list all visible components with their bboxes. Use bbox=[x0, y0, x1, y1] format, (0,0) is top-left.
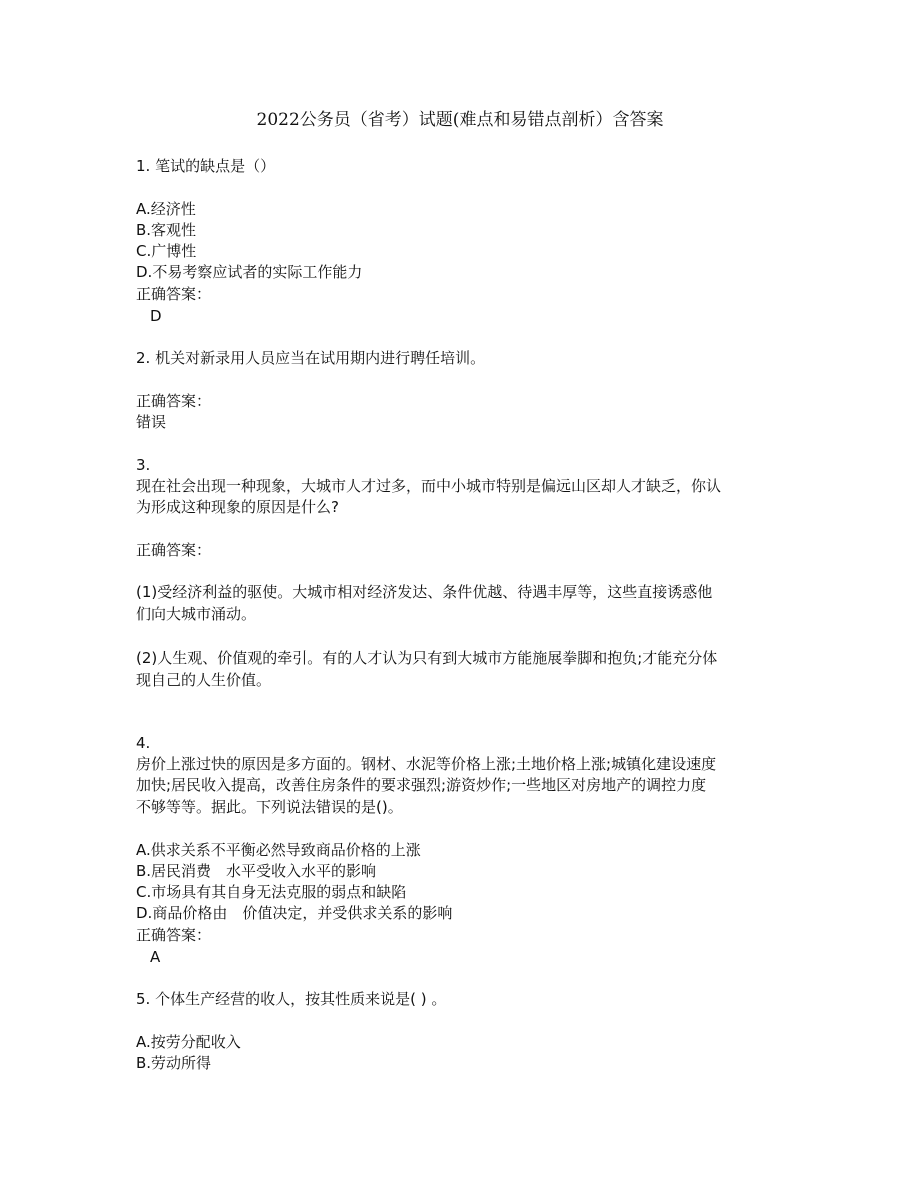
question-2-answer: 错误 bbox=[136, 413, 167, 431]
question-4-stem-line-3: 不够等等。据此。下列说法错误的是()。 bbox=[136, 798, 403, 816]
question-4-option-c: C.市场具有其自身无法克服的弱点和缺陷 bbox=[136, 883, 407, 901]
question-4-answer-label: 正确答案： bbox=[136, 926, 212, 944]
question-4-stem-line-2: 加快;居民收入提高，改善住房条件的要求强烈;游资炒作;一些地区对房地产的调控力度 bbox=[136, 776, 707, 794]
question-2-answer-label: 正确答案： bbox=[136, 392, 212, 410]
question-4-option-d: D.商品价格由 价值决定，并受供求关系的影响 bbox=[136, 904, 453, 922]
question-5-option-a: A.按劳分配收入 bbox=[136, 1033, 241, 1051]
question-1-option-d: D.不易考察应试者的实际工作能力 bbox=[136, 263, 363, 281]
question-1-answer-label: 正确答案： bbox=[136, 285, 212, 303]
question-5-option-b: B.劳动所得 bbox=[136, 1054, 212, 1072]
question-1-stem: 1. 笔试的缺点是（） bbox=[136, 157, 276, 175]
question-5-stem: 5. 个体生产经营的收人，按其性质来说是( ) 。 bbox=[136, 990, 447, 1008]
question-3-answer-label: 正确答案： bbox=[136, 541, 212, 559]
question-3-stem-line-1: 现在社会出现一种现象，大城市人才过多，而中小城市特别是偏远山区却人才缺乏，你认 bbox=[136, 477, 722, 495]
question-3-answer-2-line-2: 现自己的人生价值。 bbox=[136, 671, 272, 689]
document-title: 2022公务员（省考）试题(难点和易错点剖析）含答案 bbox=[256, 110, 664, 130]
question-4-answer: A bbox=[150, 948, 161, 966]
question-4-option-b: B.居民消费 水平受收入水平的影响 bbox=[136, 862, 377, 880]
question-3-answer-1-line-1: (1)受经济利益的驱使。大城市相对经济发达、条件优越、待遇丰厚等，这些直接诱惑他 bbox=[136, 583, 713, 601]
question-1-answer: D bbox=[150, 307, 162, 325]
question-4-number: 4. bbox=[136, 734, 151, 752]
question-1-option-a: A.经济性 bbox=[136, 200, 196, 218]
question-4-option-a: A.供求关系不平衡必然导致商品价格的上涨 bbox=[136, 841, 421, 859]
question-1-option-c: C.广博性 bbox=[136, 242, 197, 260]
question-3-answer-1-line-2: 们向大城市涌动。 bbox=[136, 605, 257, 623]
question-1-option-b: B.客观性 bbox=[136, 221, 197, 239]
question-4-stem-line-1: 房价上涨过快的原因是多方面的。钢材、水泥等价格上涨;土地价格上涨;城镇化建设速度 bbox=[136, 755, 717, 773]
question-3-stem-line-2: 为形成这种现象的原因是什么? bbox=[136, 498, 339, 516]
question-3-number: 3. bbox=[136, 456, 151, 474]
question-3-answer-2-line-1: (2)人生观、价值观的牵引。有的人才认为只有到大城市方能施展拳脚和抱负;才能充分体 bbox=[136, 649, 718, 667]
question-2-stem: 2. 机关对新录用人员应当在试用期内进行聘任培训。 bbox=[136, 349, 486, 367]
